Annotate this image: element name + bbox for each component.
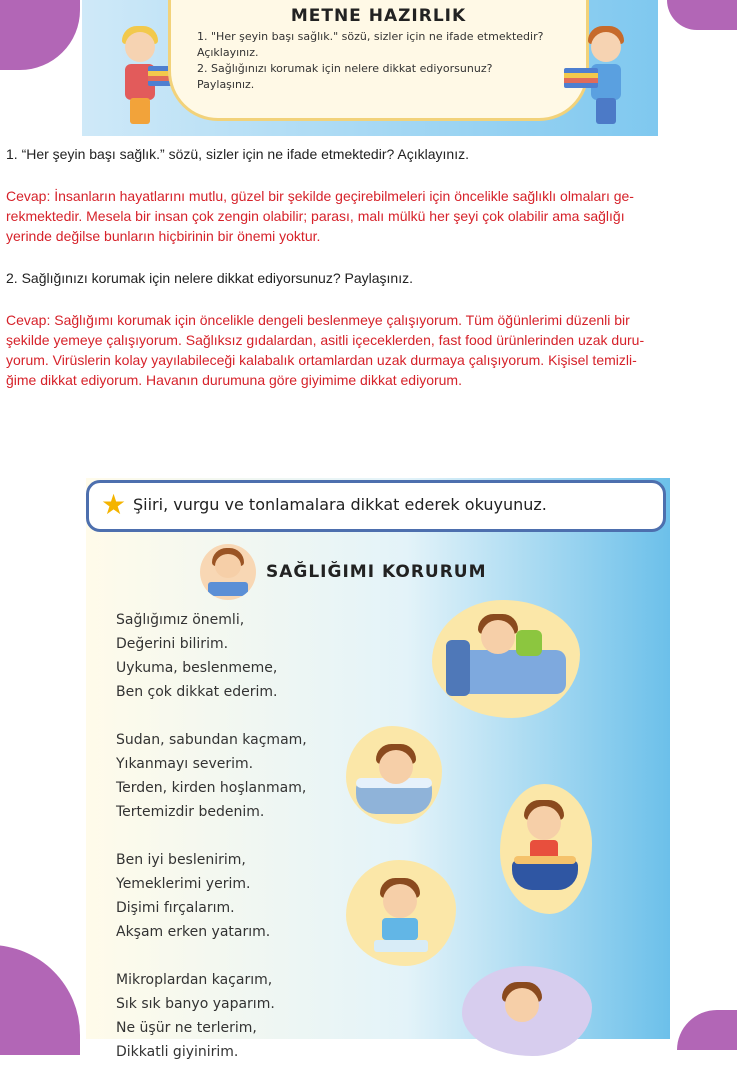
answer-1-line-2: rekmektedir. Mesela bir insan çok zengin olabilir; parası, malı mülkü her şeyi çok olabilir ama sağlığı [6,208,625,224]
poem-line: Ben çok dikkat ederim. [116,684,278,700]
metne-hazirlik-banner [82,0,658,136]
prep-question-1-line-1: 1. "Her şeyin başı sağlık." sözü, sizler için ne ifade etmektedir? [197,30,544,43]
answer-2-line-4: ğime dikkat ediyorum. Havanın durumuna göre giyimime dikkat ediyorum. [6,372,462,388]
star-icon: ★ [101,489,127,520]
poem-body [116,608,307,1088]
answer-1-line-3: yerinde değilse bunların hiçbirinin bir önemi yoktur. [6,228,321,244]
poem-stanza-2 [116,728,307,824]
poem-line: Uykuma, beslenmeme, [116,660,278,676]
poem-line: Mikroplardan kaçarım, [116,972,273,988]
decor-corner-bottom-right [677,1010,737,1050]
poem-line: Yıkanmayı severim. [116,756,254,772]
poem-line: Akşam erken yatarım. [116,924,271,940]
kid-brushing-teeth-illustration [346,860,456,966]
poem-stanza-4 [116,968,307,1064]
reading-instruction-box [86,480,666,532]
poem-line: Sık sık banyo yaparım. [116,996,275,1012]
poem-line: Dikkatli giyinirim. [116,1044,239,1060]
question-1: 1. “Her şeyin başı sağlık.” sözü, sizler için ne ifade etmektedir? Açıklayınız. [6,146,469,162]
poem-line: Terden, kirden hoşlanmam, [116,780,307,796]
answer-2-line-3: yorum. Virüslerin kolay yayılabileceği kalabalık ortamlardan uzak durmaya çalışıyorum. Kişisel temizli- [6,352,637,368]
poem-stanza-3 [116,848,307,944]
poem-line: Yemeklerimi yerim. [116,876,251,892]
poem-line: Tertemizdir bedenim. [116,804,265,820]
prep-question-1-line-2: Açıklayınız. [197,46,259,59]
metne-hazirlik-title: METNE HAZIRLIK [290,6,467,26]
kid-dressing-illustration [462,966,592,1056]
poem-line: Sudan, sabundan kaçmam, [116,732,307,748]
poem-line: Değerini bilirim. [116,636,229,652]
reading-instruction-text: Şiiri, vurgu ve tonlamalara dikkat ederek okuyunuz. [133,495,547,514]
girl-reading-avatar [200,544,256,600]
poem-title: SAĞLIĞIMI KORURUM [266,562,487,582]
metne-hazirlik-card [168,0,589,121]
answer-2-line-1: Cevap: Sağlığımı korumak için öncelikle dengeli beslenmeye çalışıyorum. Tüm öğünlerimi düzenli bir [6,312,630,328]
kid-eating-illustration [500,784,592,914]
decor-corner-top-right [667,0,737,30]
answer-2-line-2: şekilde yemeye çalışıyorum. Sağlıksız gıdalardan, asitli içeceklerden, fast food ürünlerinden uzak duru- [6,332,645,348]
decor-corner-top-left [0,0,80,70]
question-2: 2. Sağlığınızı korumak için nelere dikkat ediyorsunuz? Paylaşınız. [6,270,413,286]
kid-in-bed-illustration [432,600,580,718]
answer-1-line-1: Cevap: İnsanların hayatlarını mutlu, güzel bir şekilde geçirebilmeleri için öncelikle sağlıklı olmaları ge- [6,188,634,204]
poem-line: Sağlığımız önemli, [116,612,245,628]
prep-question-2-line-1: 2. Sağlığınızı korumak için nelere dikkat ediyorsunuz? [197,62,493,75]
poem-line: Ne üşür ne terlerim, [116,1020,257,1036]
poem-stanza-1 [116,608,307,704]
poem-line: Ben iyi beslenirim, [116,852,246,868]
kid-bathing-illustration [346,726,442,824]
kid-with-books-right [564,26,634,132]
prep-question-2-line-2: Paylaşınız. [197,78,255,91]
poem-line: Dişimi fırçalarım. [116,900,235,916]
